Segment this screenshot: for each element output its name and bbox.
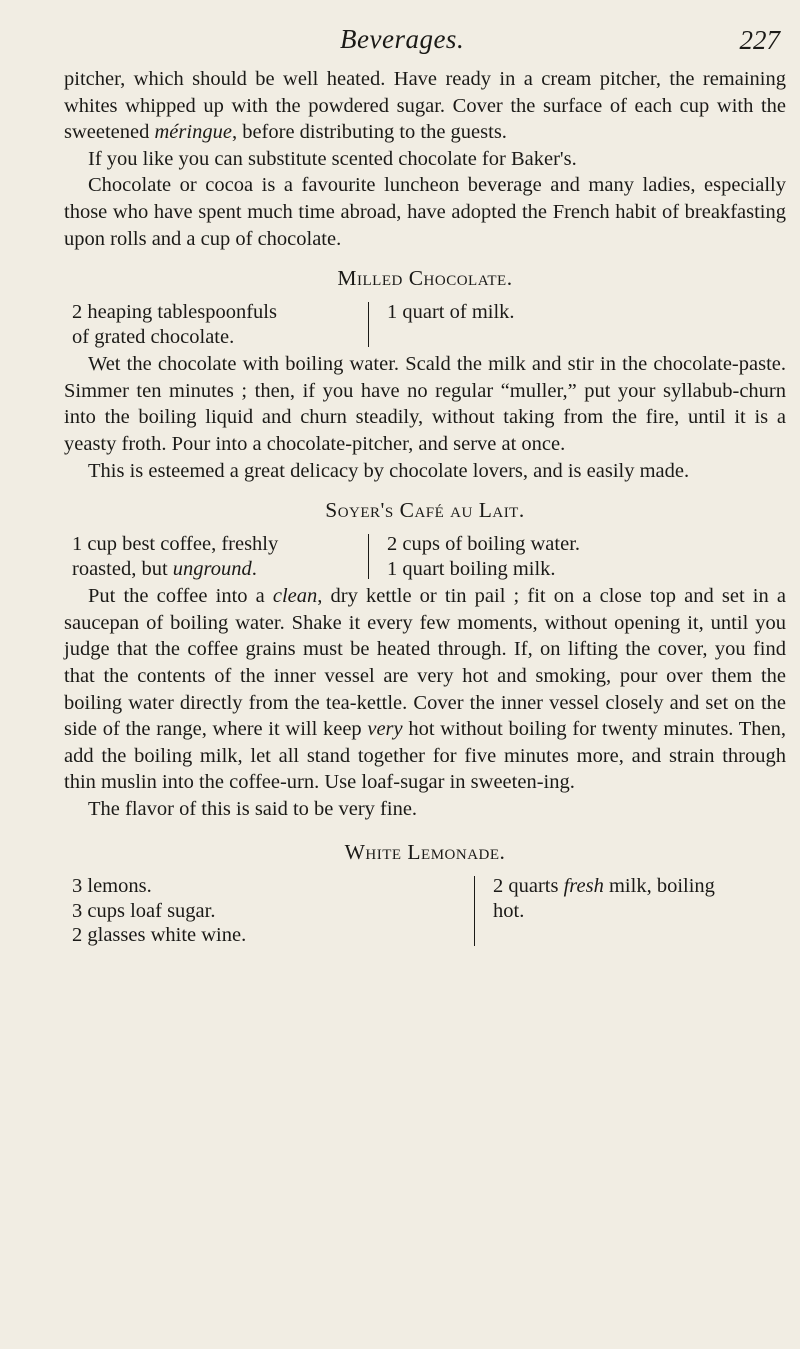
- ingredient-line: 2 cups of boiling water.: [387, 533, 581, 556]
- ingredient-line: 1 quart of milk.: [387, 301, 515, 324]
- paragraph-milled-1: Wet the chocolate with boiling water. Scald the milk and stir in the chocolate-paste. Simmer ten minutes ; then, if you have no regular “muller,” put your syllabub-churn into the boiling liquid and churn steadily, without taking from the fire, until it is a yeasty froth. Pour into a chocolate-pitcher, and serve at once.: [64, 353, 786, 455]
- ingredient-line: 3 cups loaf sugar.: [72, 899, 216, 922]
- ingredients-left-column: [64, 300, 368, 349]
- page-header: [64, 16, 786, 66]
- ingredient-line: 2 glasses white wine.: [72, 924, 247, 947]
- book-page: [64, 16, 786, 950]
- ingredients-right-column: [475, 874, 786, 948]
- paragraph-intro-3: Chocolate or cocoa is a favourite luncheon beverage and many ladies, especially those who have spent much time abroad, have adopted the French habit of breakfasting upon rolls and a cup of chocolate.: [64, 174, 786, 250]
- recipe-title-white-lemonade: White Lemonade.: [344, 840, 506, 865]
- ingredients-left-column: [64, 874, 474, 948]
- ingredient-line: 2 quarts fresh milk, boiling: [493, 875, 715, 898]
- italic-clean: clean: [272, 585, 318, 608]
- ingredient-line: 3 lemons.: [72, 875, 152, 898]
- italic-very: very: [367, 718, 403, 741]
- ingredients-white-lemonade: [64, 874, 786, 948]
- ingredients-right-column: [369, 300, 786, 349]
- ingredient-line: 1 cup best coffee, freshly: [72, 533, 279, 556]
- ingredients-right-column: [369, 532, 786, 581]
- paragraph-intro-1: pitcher, which should be well heated. Have ready in a cream pitcher, the remaining whites whipped up with the powdered sugar. Cover the surface of each cup with the sweetened méringue, before distributing to the guests.: [64, 68, 786, 144]
- recipe-title-soyers-cafe-au-lait: Soyer's Café au Lait.: [325, 498, 525, 523]
- ingredient-line: 1 quart boiling milk.: [387, 557, 556, 580]
- ingredient-line: hot.: [493, 899, 525, 922]
- italic-meringue: méringue: [154, 121, 232, 144]
- ingredient-line: 2 heaping tablespoonfuls: [72, 301, 277, 324]
- ingredients-cafe-au-lait: [64, 532, 786, 581]
- paragraph-cafe-1: Put the coffee into a clean, dry kettle or tin pail ; fit on a close top and set in a saucepan of boiling water. Shake it every few moments, without opening it, until you judge that the coffee grains must be heated through. If, on lifting the cover, you find that the contents of the inner vessel are very hot and smoking, pour over them the boiling water directly from the tea-kettle. Cover the inner vessel closely and set on the side of the range, where it will keep very hot without boiling for twenty minutes. Then, add the boiling milk, let all stand together for five minutes more, and strain through thin muslin into the coffee-urn. Use loaf-sugar in sweeten-ing.: [64, 585, 786, 794]
- italic-fresh: fresh: [563, 875, 604, 898]
- running-head: Beverages.: [340, 24, 465, 54]
- ingredient-line: of grated chocolate.: [72, 325, 235, 348]
- paragraph-cafe-2: The flavor of this is said to be very fine.: [88, 797, 418, 820]
- paragraph-intro-2: If you like you can substitute scented chocolate for Baker's.: [88, 147, 577, 170]
- italic-unground: unground: [172, 557, 252, 580]
- paragraph-milled-2: This is esteemed a great delicacy by chocolate lovers, and is easily made.: [88, 459, 690, 482]
- ingredients-milled-chocolate: [64, 300, 786, 349]
- ingredients-left-column: [64, 532, 368, 581]
- ingredient-line: roasted, but unground.: [72, 557, 257, 580]
- recipe-title-milled-chocolate: Milled Chocolate.: [337, 266, 513, 291]
- page-number: 227: [739, 25, 780, 55]
